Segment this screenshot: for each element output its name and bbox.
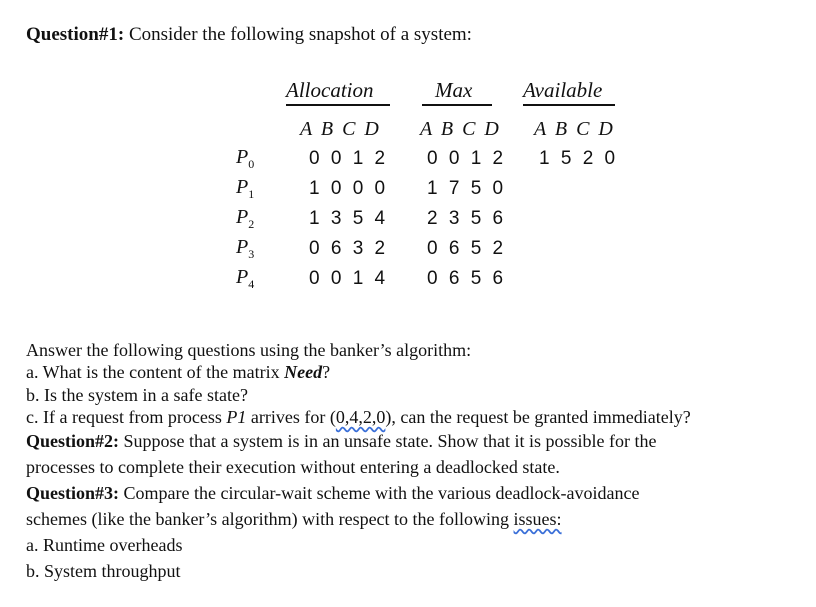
header-available: Available <box>523 78 603 102</box>
question1-heading <box>26 24 472 46</box>
allocation-cell: 1 0 0 0 <box>309 178 389 199</box>
allocation-cell: 0 0 1 2 <box>309 148 389 169</box>
process-label: $P_0$ <box>236 146 255 171</box>
process-label: $P_4$ <box>236 266 255 291</box>
question1-part-b: b. Is the system in a safe state? <box>26 385 248 405</box>
spellcheck-word: issues: <box>513 509 562 529</box>
question1-part-c: c. If a request from process P1 arrives for (0,4,2,0), can the request be granted immediately? <box>26 407 691 427</box>
question1-part-a: a. What is the content of the matrix Need? <box>26 362 331 382</box>
request-vector: 0,4,2,0 <box>335 407 386 427</box>
question2-line2: processes to complete their execution without entering a deadlocked state. <box>26 457 560 477</box>
answer-intro: Answer the following questions using the banker’s algorithm: <box>26 340 472 360</box>
allocation-cell: 0 6 3 2 <box>309 238 389 259</box>
question3-item-b: b. System throughput <box>26 561 181 581</box>
allocation-underline <box>286 104 390 106</box>
question3-line2: schemes (like the banker’s algorithm) with respect to the following issues: <box>26 509 562 529</box>
available-column-letters: A B C D <box>534 118 615 140</box>
question3-line1: Question#3: Compare the circular-wait scheme with the various deadlock-avoidance <box>26 483 640 503</box>
max-underline <box>422 104 492 106</box>
question3-item-a: a. Runtime overheads <box>26 535 183 555</box>
available-cell: 1 5 2 0 <box>539 148 619 169</box>
max-cell: 0 6 5 6 <box>427 268 507 289</box>
question1-text: Consider the following snapshot of a system: <box>124 24 472 45</box>
max-column-letters: A B C D <box>420 118 501 140</box>
allocation-cell: 1 3 5 4 <box>309 208 389 229</box>
max-cell: 0 0 1 2 <box>427 148 507 169</box>
allocation-cell: 0 0 1 4 <box>309 268 389 289</box>
process-label: $P_2$ <box>236 206 255 231</box>
header-max: Max <box>435 78 473 102</box>
allocation-column-letters: A B C D <box>300 118 381 140</box>
question2-line1: Question#2: Suppose that a system is in an unsafe state. Show that it is possible for the <box>26 431 657 451</box>
max-cell: 2 3 5 6 <box>427 208 507 229</box>
header-allocation: Allocation <box>286 78 374 102</box>
question2-label: Question#2: <box>26 431 120 451</box>
process-label: $P_3$ <box>236 236 255 261</box>
question1-label: Question#1: <box>26 24 125 45</box>
question3-label: Question#3: <box>26 483 120 503</box>
available-underline <box>523 104 615 106</box>
max-cell: 1 7 5 0 <box>427 178 507 199</box>
max-cell: 0 6 5 2 <box>427 238 507 259</box>
process-label: $P_1$ <box>236 176 255 201</box>
